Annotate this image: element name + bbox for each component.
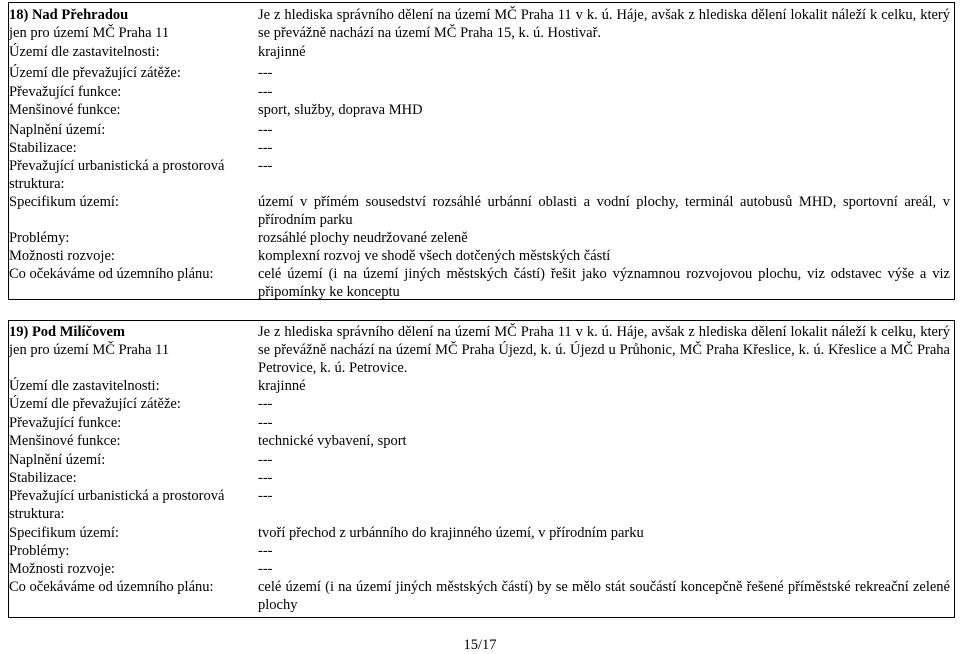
row-value: --- (258, 84, 273, 100)
row-value: komplexní rozvoj ve shodě všech dotčených městských částí (258, 248, 611, 264)
row-label: Menšinové funkce: (9, 433, 121, 449)
row-value: --- (258, 65, 273, 81)
section-subheading: jen pro území MČ Praha 11 (9, 25, 170, 41)
row-label: Menšinové funkce: (9, 102, 121, 118)
row-value: --- (258, 140, 273, 156)
row-value: --- (258, 561, 273, 577)
row-label: Území dle zastavitelnosti: (9, 378, 160, 394)
row-value: --- (258, 452, 273, 468)
section-heading: 18) Nad Přehradou (9, 7, 129, 23)
row-value: krajinné (258, 378, 306, 394)
row-value: tvoří přechod z urbánního do krajinného území, v přírodním parku (258, 525, 644, 541)
section-heading: 19) Pod Milíčovem (9, 324, 125, 340)
row-label: Problémy: (9, 230, 70, 246)
section-subheading: jen pro území MČ Praha 11 (9, 342, 170, 358)
section-19 (8, 320, 955, 618)
row-value: --- (258, 122, 273, 138)
row-value: technické vybavení, sport (258, 433, 407, 449)
row-value: celé území (i na území jiných městských částí) řešit jako významnou rozvojovou plochu, viz odstavec výše a viz připomínky ke konceptu (258, 266, 950, 300)
row-value: --- (258, 543, 273, 559)
row-value: --- (258, 415, 273, 431)
section-18 (8, 2, 955, 300)
row-value: --- (258, 470, 273, 486)
row-label: Co očekáváme od územního plánu: (9, 266, 214, 282)
row-label: Problémy: (9, 543, 70, 559)
row-label: Stabilizace: (9, 470, 77, 486)
row-label: Stabilizace: (9, 140, 77, 156)
row-label: Převažující urbanistická a prostorová struktura: (9, 158, 225, 192)
row-label: Území dle převažující zátěže: (9, 396, 181, 412)
row-value: krajinné (258, 44, 306, 60)
row-value: --- (258, 396, 273, 412)
row-label: Možnosti rozvoje: (9, 561, 115, 577)
row-label: Převažující funkce: (9, 84, 122, 100)
row-label: Specifikum území: (9, 525, 119, 541)
row-value: celé území (i na území jiných městských částí) by se mělo stát součástí koncepčně řešené příměstské rekreační zelené plochy (258, 579, 950, 613)
row-label: Naplnění území: (9, 122, 106, 138)
row-value: sport, služby, doprava MHD (258, 102, 423, 118)
row-label: Specifikum území: (9, 194, 119, 210)
row-value: území v přímém sousedství rozsáhlé urbánní oblasti a vodní plochy, terminál autobusů MHD, sportovní areál, v přírodním parku (258, 194, 950, 228)
row-label: Naplnění území: (9, 452, 106, 468)
section-note: Je z hlediska správního dělení na území MČ Praha 11 v k. ú. Háje, avšak z hlediska dělení lokalit náleží k celku, který se převážně nachází na území MČ Praha Újezd, k. ú. Újezd u Průhonic, MČ Praha Křeslice, k. ú. Křeslice a MČ Praha Petrovice, k. ú. Petrovice. (258, 324, 950, 376)
row-label: Území dle zastavitelnosti: (9, 44, 160, 60)
row-value: --- (258, 488, 273, 504)
page-number: 15/17 (463, 637, 497, 653)
row-value: --- (258, 158, 273, 174)
row-label: Možnosti rozvoje: (9, 248, 115, 264)
row-label: Co očekáváme od územního plánu: (9, 579, 214, 595)
row-value: rozsáhlé plochy neudržované zeleně (258, 230, 468, 246)
row-label: Převažující funkce: (9, 415, 122, 431)
row-label: Převažující urbanistická a prostorová struktura: (9, 488, 225, 522)
row-label: Území dle převažující zátěže: (9, 65, 181, 81)
section-note: Je z hlediska správního dělení na území MČ Praha 11 v k. ú. Háje, avšak z hlediska dělení lokalit náleží k celku, který se převážně nachází na území MČ Praha 15, k. ú. Hostivař. (258, 7, 950, 41)
